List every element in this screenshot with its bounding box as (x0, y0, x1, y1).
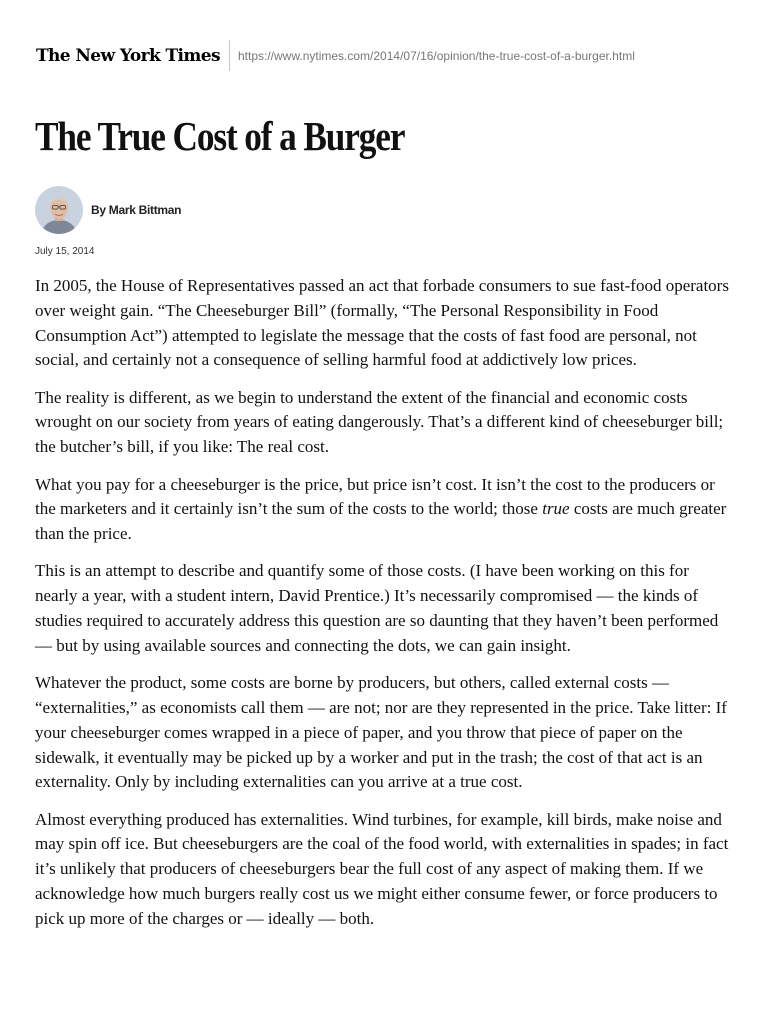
byline (35, 186, 181, 234)
nyt-logo[interactable]: The New York Times (36, 45, 220, 66)
publish-date: July 15, 2014 (35, 246, 95, 257)
author-name[interactable]: By Mark Bittman (91, 203, 182, 217)
masthead (36, 40, 635, 71)
paragraph: This is an attempt to describe and quantify some of those costs. (I have been working on this for nearly a year, with a student intern, David Prentice.) It’s necessarily compromised — the kinds of studies required to accurately address this question are so daunting that they haven’t been performed — but by using available sources and connecting the dots, we can gain insight. (35, 561, 719, 655)
emphasis-text: true (542, 499, 570, 519)
article-headline: The True Cost of a Burger (35, 113, 405, 159)
paragraph: Almost everything produced has externalities. Wind turbines, for example, kill birds, make noise and may spin off ice. But cheeseburgers are the coal of the food world, with externalities in spades; in fact it’s unlikely that producers of cheeseburgers bear the full cost of any aspect of making them. If we acknowledge how much burgers really cost us we might either consume fewer, or force producers to pick up more of the charges or — ideally — both. (35, 809, 729, 928)
paragraph-text: What you pay for a cheeseburger is the price, but price isn’t cost. It isn’t the cost to the producers or the marketers and it certainly isn’t the sum of the costs to the world; those (35, 474, 715, 519)
article-url[interactable]: https://www.nytimes.com/2014/07/16/opinion/the-true-cost-of-a-burger.html (238, 48, 635, 63)
paragraph-text: costs are much greater than the price. (35, 499, 727, 544)
masthead-divider (229, 40, 230, 71)
paragraph: Whatever the product, some costs are borne by producers, but others, called external costs — “externalities,” as economists call them — are not; nor are they represented in the price. Take litter: If your cheeseburger comes wrapped in a piece of paper, and you throw that piece of paper on the sidewalk, it eventually may be picked up by a worker and put in the trash; the cost of that act is an externality. Only by including externalities can you arrive at a true cost. (35, 673, 727, 792)
paragraph: In 2005, the House of Representatives passed an act that forbade consumers to sue fast-food operators over weight gain. “The Cheeseburger Bill” (formally, “The Personal Responsibility in Food Consumption Act”) attempted to legislate the message that the costs of fast food are personal, not social, and certainly not a consequence of selling harmful food at addictively low prices. (35, 276, 729, 370)
author-avatar (35, 186, 83, 234)
paragraph (35, 473, 735, 547)
paragraph: The reality is different, as we begin to understand the extent of the financial and economic costs wrought on our society from years of eating dangerously. That’s a different kind of cheeseburger bill; the butcher’s bill, if you like: The real cost. (35, 387, 724, 457)
article-body (35, 274, 735, 944)
